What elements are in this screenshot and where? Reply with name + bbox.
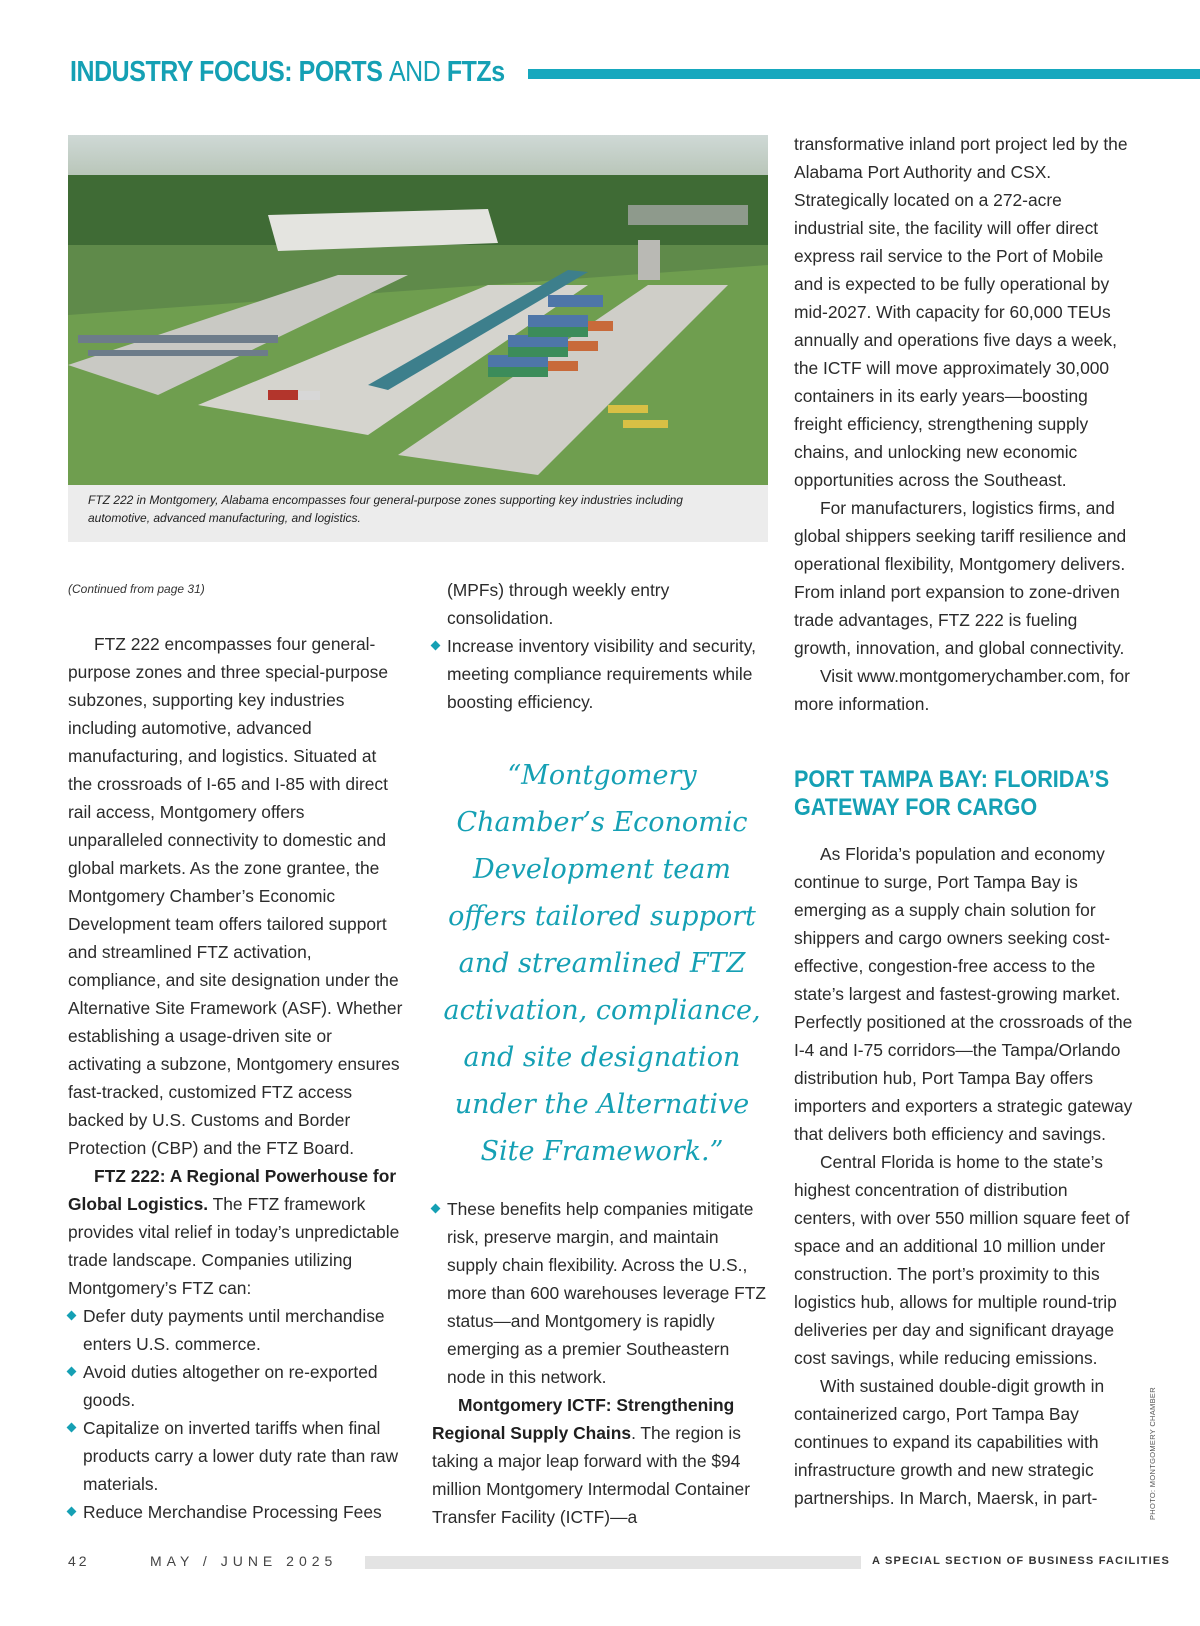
page-number: 42 [68,1553,90,1569]
page-header [70,56,1200,96]
pull-quote: “Montgomery Chamber’s Economic Development team offers tailored support and streamlined FTZ activation, compliance, and site designation under the Alternative Site Framework.” [443,760,761,1167]
diamond-bullet-icon [67,1367,77,1377]
list-item: Increase inventory visibility and security, meeting compliance requirements while boosting efficiency. [432,632,772,716]
diamond-bullet-icon [67,1311,77,1321]
column-3 [794,130,1134,718]
list-item: Defer duty payments until merchandise enters U.S. commerce. [68,1302,403,1358]
title-part1: INDUSTRY FOCUS: PORTS [70,56,389,88]
col1-paragraph-2-text: The FTZ framework provides vital relief in today’s unpredictable trade landscape. Companies utilizing Montgomery’s FTZ can: [68,1194,400,1298]
diamond-bullet-icon [67,1507,77,1517]
column-2-bottom [432,1195,772,1531]
issue-date: MAY / JUNE 2025 [150,1553,338,1569]
subhead-line-1: PORT TAMPA BAY: FLORIDA’S [794,766,1110,793]
diamond-bullet-icon [431,641,441,651]
column-1 [68,630,403,1526]
diamond-bullet-icon [431,1204,441,1214]
col1-lead-in: FTZ 222: A Regional Powerhouse for Global Logistics. [68,1166,397,1214]
aerial-photo-icon [68,135,768,485]
col1-paragraph-2 [68,1162,403,1302]
diamond-bullet-icon [67,1423,77,1433]
col2-ictf-text: . The region is taking a major leap forward with the $94 million Montgomery Intermodal Container Transfer Facility (ICTF)—a [432,1423,750,1527]
col3-paragraph-1: transformative inland port project led by the Alabama Port Authority and CSX. Strategically located on a 272-acre industrial site, the facility will offer direct express rail service to the Port of Mobile and is expected to be fully operational by mid-2027. With capacity for 60,000 TEUs annually and operations five days a week, the ICTF will move approximately 30,000 containers in its early years—boosting freight efficiency, strengthening supply chains, and unlocking new economic opportunities across the Southeast. [794,134,1128,490]
col3-paragraph-3: Visit www.montgomerychamber.com, for more information. [794,666,1130,714]
col3-paragraph-2: For manufacturers, logistics firms, and global shippers seeking tariff resilience and operational flexibility, Montgomery delivers. From inland port expansion to zone-driven trade advantages, FTZ 222 is fueling growth, innovation, and global connectivity. [794,498,1127,658]
photo-credit: PHOTO: MONTGOMERY CHAMBER [1148,1387,1157,1520]
caption-text: FTZ 222 in Montgomery, Alabama encompasses four general-purpose zones supporting key industries including automotive, advanced manufacturing, and logistics. [88,493,683,525]
col3-paragraph-6: With sustained double-digit growth in containerized cargo, Port Tampa Bay continues to expand its capabilities with infrastructure growth and new strategic partnerships. In March, Maersk, in part- [794,1376,1105,1508]
col3-paragraph-4: As Florida’s population and economy continue to surge, Port Tampa Bay is emerging as a supply chain solution for shippers and cargo owners seeking cost-effective, congestion-free access to the state’s largest and fastest-growing market. Perfectly positioned at the crossroads of the I-4 and I-75 corridors—the Tampa/Orlando distribution hub, Port Tampa Bay offers importers and exporters a strategic gateway that delivers both efficiency and savings. [794,844,1133,1144]
column-2-top [432,576,772,716]
list-item: Capitalize on inverted tariffs when final products carry a lower duty rate than raw materials. [68,1414,403,1498]
photo-caption [68,485,768,542]
col3-paragraph-5: Central Florida is home to the state’s highest concentration of distribution centers, with over 550 million square feet of space and an additional 10 million under construction. The port’s proximity to this logistics hub, allows for multiple round-trip deliveries per day and significant drayage cost savings, while reducing emissions. [794,1152,1130,1368]
list-item: Reduce Merchandise Processing Fees [68,1498,403,1526]
list-item: Avoid duties altogether on re-exported goods. [68,1358,403,1414]
col2-continued-text: (MPFs) through weekly entry consolidation. [447,580,670,628]
continued-note: (Continued from page 31) [68,582,205,596]
title-part2: AND [388,56,447,88]
tampa-subhead [794,766,1118,822]
subhead-line-2: GATEWAY FOR CARGO [794,794,1038,821]
section-title [70,56,505,89]
column-3-bottom [794,840,1134,1512]
aerial-photo [68,135,768,485]
section-label: A SPECIAL SECTION OF BUSINESS FACILITIES [872,1555,1170,1567]
header-rule [528,69,1200,79]
footer-rule [365,1556,861,1569]
col2-ictf-paragraph [432,1391,772,1531]
list-item: These benefits help companies mitigate risk, preserve margin, and maintain supply chain flexibility. Across the U.S., more than 600 warehouses leverage FTZ status—and Montgomery is rapidly emerging as a premier Southeastern node in this network. [432,1195,772,1391]
col2-lead-in: Montgomery ICTF: Strengthening Regional Supply Chains [432,1395,735,1443]
col1-paragraph-1: FTZ 222 encompasses four general-purpose zones and three special-purpose subzones, supporting key industries including automotive, advanced manufacturing, and logistics. Situated at the crossroads of I-65 and I-85 with direct rail access, Montgomery offers unparalleled connectivity to domestic and global markets. As the zone grantee, the Montgomery Chamber’s Economic Development team offers tailored support and streamlined FTZ activation, compliance, and site designation under the Alternative Site Framework (ASF). Whether establishing a usage-driven site or activating a subzone, Montgomery ensures fast-tracked, customized FTZ access backed by U.S. Customs and Border Protection (CBP) and the FTZ Board. [68,634,403,1158]
title-part3: FTZs [446,56,505,88]
